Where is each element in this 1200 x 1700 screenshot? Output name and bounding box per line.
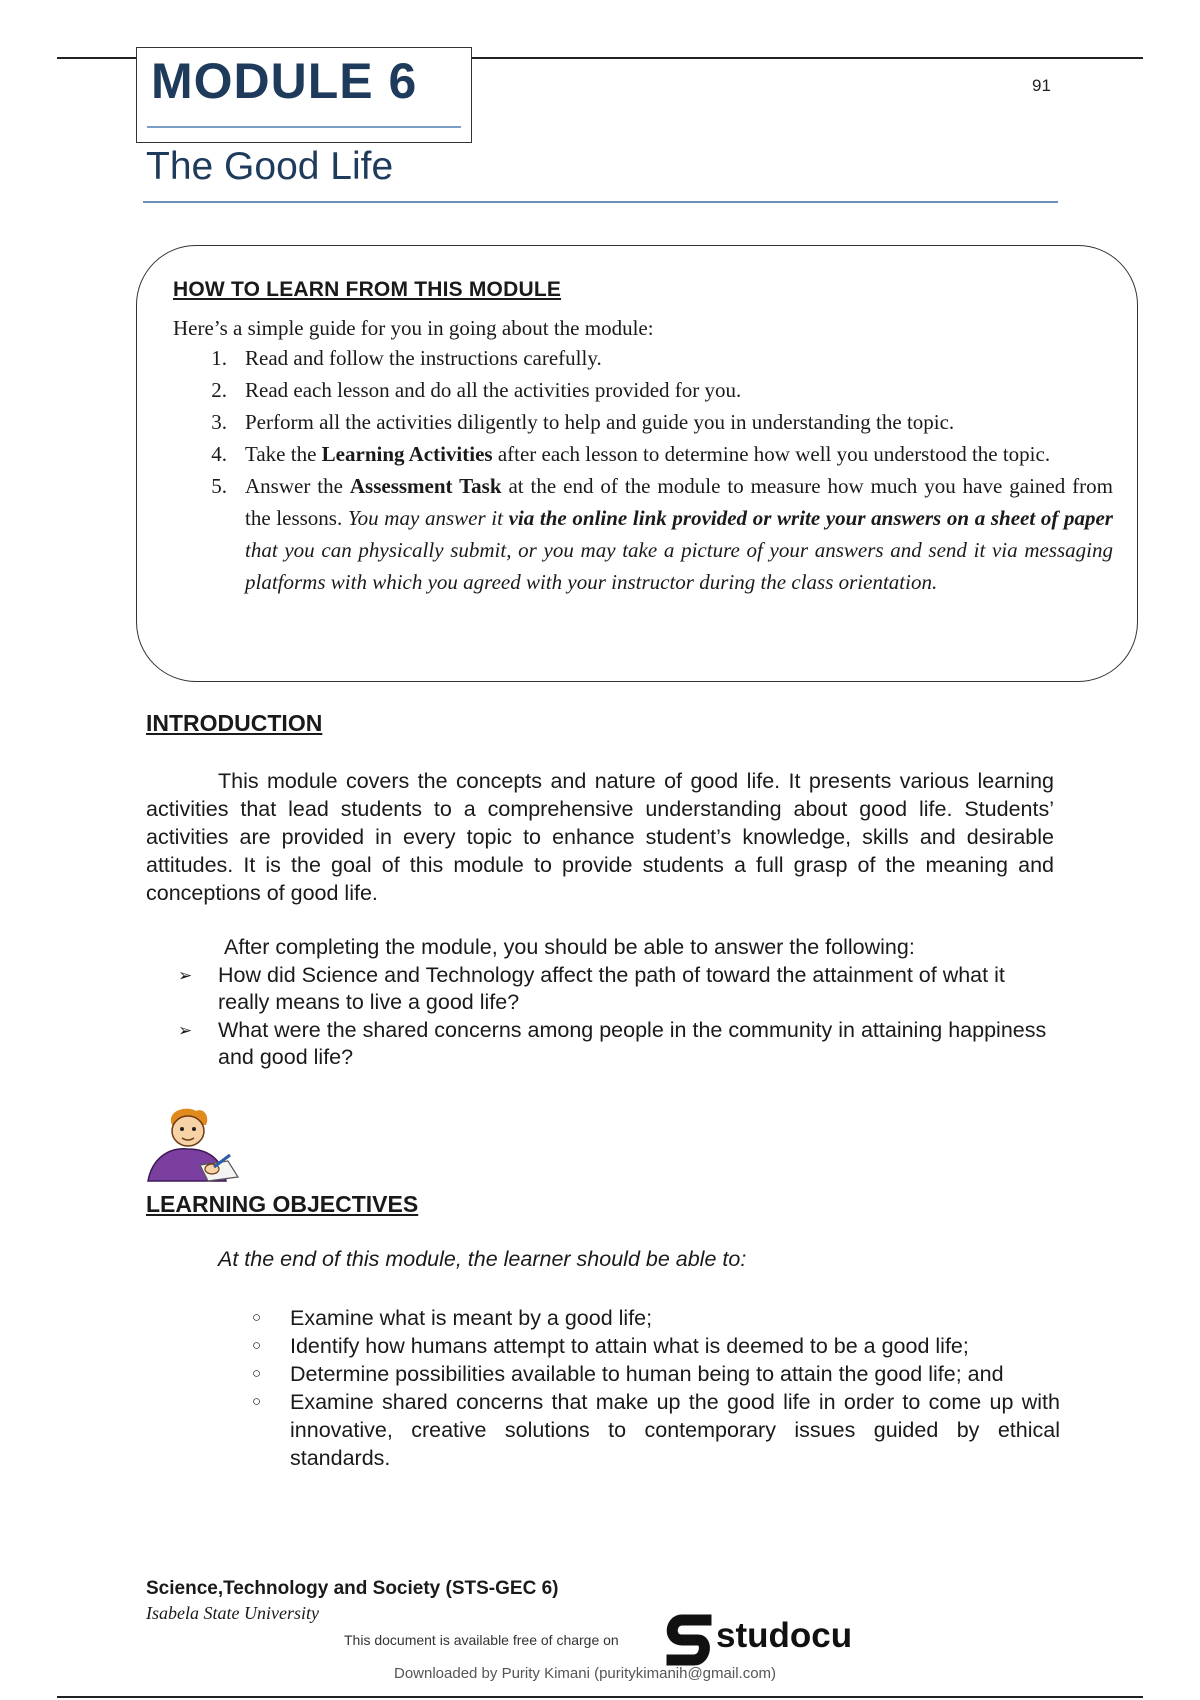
footer-availability: This document is available free of charge on	[344, 1632, 619, 1648]
module-title-underline	[147, 126, 461, 128]
list-item: 1. Read and follow the instructions carefully.	[211, 346, 602, 370]
module-title-box	[136, 47, 472, 143]
module-title: MODULE 6	[151, 53, 418, 109]
footer-course: Science,Technology and Society (STS-GEC 6)	[146, 1578, 559, 1599]
list-item: 5. Answer the Assessment Task at the end of the module to measure how much you have gained from the lessons. You may answer it via the online link provided or write your answers on a sheet of paper that you can physically submit, or you may take a picture of your answers and send it via messaging platforms with which you agreed with your instructor during the class orientation.	[211, 474, 1113, 594]
circle-bullet-icon: ○	[252, 1309, 262, 1326]
how-to-learn-box	[136, 245, 1138, 682]
list-item: 3. Perform all the activities diligently to help and guide you in understanding the topic.	[211, 410, 955, 434]
arrow-bullet-icon: ➢	[178, 1021, 193, 1040]
studocu-logo-icon[interactable]	[662, 1614, 722, 1668]
how-to-learn-heading: HOW TO LEARN FROM THIS MODULE	[173, 278, 562, 301]
circle-bullet-icon: ○	[252, 1365, 262, 1382]
list-item: ○ Identify how humans attempt to attain what is deemed to be a good life;	[252, 1334, 969, 1358]
list-item: 4. Take the Learning Activities after each lesson to determine how well you understood the topic.	[211, 442, 1051, 466]
guide-questions-list	[178, 962, 1058, 1072]
list-item: ○ Determine possibilities available to human being to attain the good life; and	[252, 1362, 1004, 1386]
footer-downloaded-by: Downloaded by Purity Kimani (puritykimanih@gmail.com)	[394, 1665, 777, 1682]
introduction-paragraph: This module covers the concepts and nature of good life. It presents various learning activities that lead students to a comprehensive understanding about good life. Students’ activities are provided in every topic to enhance student’s knowledge, skills and desirable attitudes. It is the goal of this module to provide students a full grasp of the meaning and conceptions of good life.	[146, 769, 1054, 905]
bottom-rule	[57, 1696, 1143, 1698]
module-subtitle: The Good Life	[146, 145, 394, 188]
subtitle-rule	[143, 201, 1058, 203]
list-item: ○ Examine shared concerns that make up the good life in order to come up with innovative, creative solutions to contemporary issues guided by ethical standards.	[252, 1390, 1060, 1470]
learning-objectives-list	[252, 1304, 1060, 1472]
circle-bullet-icon: ○	[252, 1393, 262, 1410]
list-item: ➢ What were the shared concerns among people in the community in attaining happiness and good life?	[178, 1018, 1047, 1069]
how-to-learn-intro: Here’s a simple guide for you in going about the module:	[173, 316, 654, 340]
introduction-heading: INTRODUCTION	[146, 710, 323, 736]
footer-university: Isabela State University	[146, 1603, 319, 1623]
studocu-logo-text[interactable]: studocu	[716, 1616, 853, 1655]
list-item: ○ Examine what is meant by a good life;	[252, 1306, 653, 1330]
arrow-bullet-icon: ➢	[178, 966, 193, 985]
learning-objectives-intro: At the end of this module, the learner should be able to:	[218, 1247, 747, 1271]
how-to-learn-list	[173, 342, 1113, 598]
introduction-after-text: After completing the module, you should be able to answer the following:	[224, 935, 915, 959]
page-number: 91	[1032, 76, 1051, 95]
list-item: 2. Read each lesson and do all the activities provided for you.	[211, 378, 742, 402]
student-writing-clipart	[138, 1103, 242, 1183]
list-item: ➢ How did Science and Technology affect the path of toward the attainment of what it really means to live a good life?	[178, 963, 1005, 1014]
learning-objectives-heading: LEARNING OBJECTIVES	[146, 1191, 419, 1217]
circle-bullet-icon: ○	[252, 1337, 262, 1354]
